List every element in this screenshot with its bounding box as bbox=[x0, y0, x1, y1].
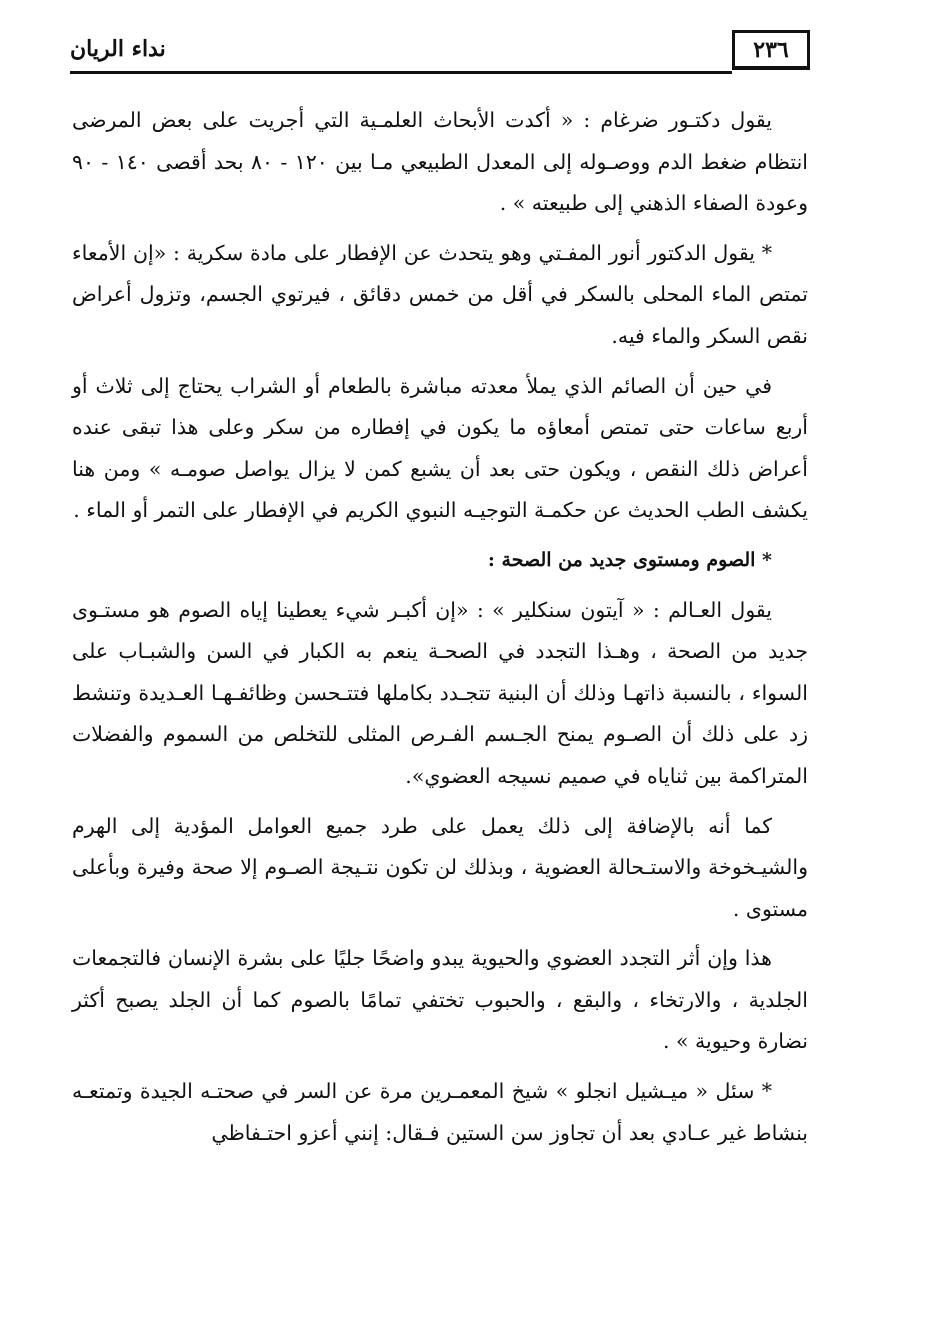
header-rule bbox=[70, 71, 732, 74]
page-header bbox=[70, 28, 810, 74]
paragraph: * يقول الدكتور أنور المفـتي وهو يتحدث عن الإفطار على مادة سكرية : «إن الأمعاء تمتص الماء المحلى بالسكر في أقل من خمس دقائق ، فيرتوي الجسم، وتزول أعراض نقص السكر والماء فيه. bbox=[72, 240, 808, 348]
paragraph: يقول دكتـور ضرغام : « أكدت الأبحاث العلمـية التي أجريت على بعض المرضى انتظام ضغط الدم ووصـوله إلى المعدل الطبيعي مـا بين ١٢٠ - ٨٠ بحد أقصى ١٤٠ - ٩٠ وعودة الصفاء الذهني إلى طبيعته » . bbox=[72, 108, 808, 216]
paragraph: * سئل « ميـشيل انجلو » شيخ المعمـرين مرة عن السر في صحتـه الجيدة وتمتعـه بنشاط غير عـادي بعد أن تجاوز سن الستين فـقال: إنني أعزو احتـفاظي bbox=[72, 1079, 808, 1145]
paragraph: يقول العـالم : « آيتون سنكلير » : «إن أكبـر شيء يعطينا إياه الصوم هو مستـوى جديد من الصحة ، وهـذا التجدد في الصحـة ينعم به الكبار في السن والشبـاب على السواء ، بالنسبة ذاتهـا وذلك أن البنية تتجـدد بكاملها فتتـحسن وظائفـهـا العـديدة وتنشط زد على ذلك أن الصـوم يمنح الجـسم الفـرص المثلى للتخلص من السموم والفضلات المتراكمة بين ثناياه في صميم نسيجه العضوي». bbox=[72, 597, 808, 788]
page-number: ٢٣٦ bbox=[732, 30, 810, 70]
section-heading: * الصوم ومستوى جديد من الصحة : bbox=[487, 548, 772, 571]
running-title: نداء الريان bbox=[70, 36, 166, 62]
paragraph: في حين أن الصائم الذي يملأ معدته مباشرة بالطعام أو الشراب يحتاج إلى ثلاث أو أربع ساعات حتى تمتص أمعاؤه ما يكون في إفطاره من سكر وعلى هذا تبقى عنده أعراض ذلك النقص ، ويكون حتى بعد أن يشبع كمن لا يزال يواصل صومـه » ومن هنا يكشف الطب الحديث عن حكمـة التوجيـه النبوي الكريم في الإفطار على التمر أو الماء . bbox=[72, 373, 808, 523]
paragraph: كما أنه بالإضافة إلى ذلك يعمل على طرد جميع العوامل المؤدية إلى الهرم والشيـخوخة والاستـحالة العضوية ، وبذلك لن تكون نتـيجة الصـوم إلا صحة وفيرة وبأعلى مستوى . bbox=[72, 813, 808, 921]
paragraph: هذا وإن أثر التجدد العضوي والحيوية يبدو واضحًا جليًا على بشرة الإنسان فالتجمعات الجلدية ، والارتخاء ، والبقع ، والحبوب تختفي تمامًا بالصوم كما أن الجلد يصبح أكثر نضارة وحيوية » . bbox=[72, 946, 808, 1054]
page-body bbox=[72, 100, 808, 1162]
